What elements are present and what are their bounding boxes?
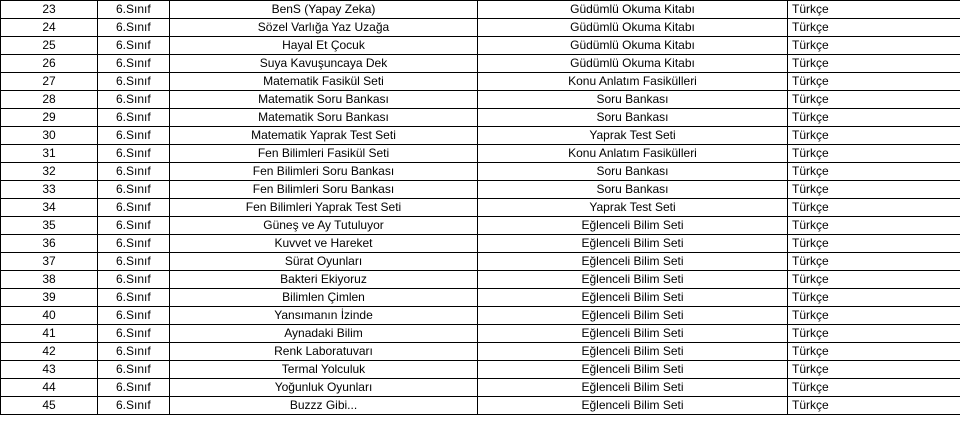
grade-cell[interactable]: 6.Sınıf [98, 217, 170, 235]
book-type-cell[interactable]: Eğlenceli Bilim Seti [478, 271, 788, 289]
row-number-cell[interactable]: 40 [1, 307, 98, 325]
table-row [1, 361, 960, 379]
row-number-cell[interactable]: 39 [1, 289, 98, 307]
row-number-cell[interactable]: 43 [1, 361, 98, 379]
language-cell[interactable]: Türkçe [788, 1, 960, 19]
book-type-cell[interactable]: Eğlenceli Bilim Seti [478, 235, 788, 253]
book-type-cell[interactable]: Yaprak Test Seti [478, 199, 788, 217]
language-cell[interactable]: Türkçe [788, 163, 960, 181]
table-row [1, 307, 960, 325]
language-cell[interactable]: Türkçe [788, 361, 960, 379]
book-title-cell[interactable]: Suya Kavuşuncaya Dek [170, 55, 478, 73]
table-row [1, 235, 960, 253]
book-title-cell[interactable]: Hayal Et Çocuk [170, 37, 478, 55]
row-number-cell[interactable]: 38 [1, 271, 98, 289]
grade-cell[interactable]: 6.Sınıf [98, 163, 170, 181]
grade-cell[interactable]: 6.Sınıf [98, 1, 170, 19]
grade-cell[interactable]: 6.Sınıf [98, 235, 170, 253]
book-title-cell[interactable]: Bakteri Ekiyoruz [170, 271, 478, 289]
row-number-cell[interactable]: 24 [1, 19, 98, 37]
language-cell[interactable]: Türkçe [788, 181, 960, 199]
row-number-cell[interactable]: 32 [1, 163, 98, 181]
book-type-cell[interactable]: Güdümlü Okuma Kitabı [478, 1, 788, 19]
book-title-cell[interactable]: Yoğunluk Oyunları [170, 379, 478, 397]
language-cell[interactable]: Türkçe [788, 37, 960, 55]
book-title-cell[interactable]: Sözel Varlığa Yaz Uzağa [170, 19, 478, 37]
language-cell[interactable]: Türkçe [788, 397, 960, 415]
row-number-cell[interactable]: 23 [1, 1, 98, 19]
grade-cell[interactable]: 6.Sınıf [98, 361, 170, 379]
language-cell[interactable]: Türkçe [788, 271, 960, 289]
book-type-cell[interactable]: Güdümlü Okuma Kitabı [478, 55, 788, 73]
grade-cell[interactable]: 6.Sınıf [98, 199, 170, 217]
language-cell[interactable]: Türkçe [788, 307, 960, 325]
grade-cell[interactable]: 6.Sınıf [98, 19, 170, 37]
grade-cell[interactable]: 6.Sınıf [98, 127, 170, 145]
grade-cell[interactable]: 6.Sınıf [98, 379, 170, 397]
table-body [1, 1, 960, 415]
book-type-cell[interactable]: Eğlenceli Bilim Seti [478, 343, 788, 361]
book-type-cell[interactable]: Eğlenceli Bilim Seti [478, 379, 788, 397]
book-type-cell[interactable]: Eğlenceli Bilim Seti [478, 307, 788, 325]
grade-cell[interactable]: 6.Sınıf [98, 181, 170, 199]
book-title-cell[interactable]: Aynadaki Bilim [170, 325, 478, 343]
grade-cell[interactable]: 6.Sınıf [98, 307, 170, 325]
language-cell[interactable]: Türkçe [788, 91, 960, 109]
table-row [1, 127, 960, 145]
row-number-cell[interactable]: 25 [1, 37, 98, 55]
book-title-cell[interactable]: Güneş ve Ay Tutuluyor [170, 217, 478, 235]
table-row [1, 37, 960, 55]
book-title-cell[interactable]: Matematik Fasikül Seti [170, 73, 478, 91]
book-title-cell[interactable]: Bilimlen Çimlen [170, 289, 478, 307]
book-title-cell[interactable]: Fen Bilimleri Soru Bankası [170, 163, 478, 181]
language-cell[interactable]: Türkçe [788, 19, 960, 37]
book-title-cell[interactable]: Matematik Soru Bankası [170, 109, 478, 127]
language-cell[interactable]: Türkçe [788, 73, 960, 91]
book-type-cell[interactable]: Soru Bankası [478, 91, 788, 109]
book-title-cell[interactable]: Buzzz Gibi... [170, 397, 478, 415]
book-type-cell[interactable]: Konu Anlatım Fasikülleri [478, 73, 788, 91]
row-number-cell[interactable]: 28 [1, 91, 98, 109]
table-row [1, 253, 960, 271]
book-title-cell[interactable]: Matematik Soru Bankası [170, 91, 478, 109]
table-row [1, 199, 960, 217]
book-title-cell[interactable]: Fen Bilimleri Yaprak Test Seti [170, 199, 478, 217]
book-title-cell[interactable]: Fen Bilimleri Soru Bankası [170, 181, 478, 199]
row-number-cell[interactable]: 41 [1, 325, 98, 343]
row-number-cell[interactable]: 35 [1, 217, 98, 235]
book-type-cell[interactable]: Konu Anlatım Fasikülleri [478, 145, 788, 163]
row-number-cell[interactable]: 34 [1, 199, 98, 217]
grade-cell[interactable]: 6.Sınıf [98, 73, 170, 91]
language-cell[interactable]: Türkçe [788, 379, 960, 397]
book-type-cell[interactable]: Eğlenceli Bilim Seti [478, 217, 788, 235]
table-row [1, 145, 960, 163]
table-row [1, 379, 960, 397]
row-number-cell[interactable]: 29 [1, 109, 98, 127]
language-cell[interactable]: Türkçe [788, 235, 960, 253]
book-type-cell[interactable]: Yaprak Test Seti [478, 127, 788, 145]
row-number-cell[interactable]: 45 [1, 397, 98, 415]
book-title-cell[interactable]: Renk Laboratuvarı [170, 343, 478, 361]
language-cell[interactable]: Türkçe [788, 253, 960, 271]
table-row [1, 343, 960, 361]
book-type-cell[interactable]: Soru Bankası [478, 163, 788, 181]
table-row [1, 181, 960, 199]
row-number-cell[interactable]: 42 [1, 343, 98, 361]
table-row [1, 163, 960, 181]
table-row [1, 19, 960, 37]
book-title-cell[interactable]: BenS (Yapay Zeka) [170, 1, 478, 19]
book-type-cell[interactable]: Eğlenceli Bilim Seti [478, 397, 788, 415]
row-number-cell[interactable]: 37 [1, 253, 98, 271]
table-row [1, 55, 960, 73]
row-number-cell[interactable]: 27 [1, 73, 98, 91]
language-cell[interactable]: Türkçe [788, 199, 960, 217]
book-type-cell[interactable]: Eğlenceli Bilim Seti [478, 253, 788, 271]
language-cell[interactable]: Türkçe [788, 55, 960, 73]
grade-cell[interactable]: 6.Sınıf [98, 55, 170, 73]
book-type-cell[interactable]: Eğlenceli Bilim Seti [478, 289, 788, 307]
table-row [1, 1, 960, 19]
book-title-cell[interactable]: Yansımanın İzinde [170, 307, 478, 325]
language-cell[interactable]: Türkçe [788, 289, 960, 307]
book-title-cell[interactable]: Fen Bilimleri Fasikül Seti [170, 145, 478, 163]
row-number-cell[interactable]: 26 [1, 55, 98, 73]
book-title-cell[interactable]: Kuvvet ve Hareket [170, 235, 478, 253]
grade-cell[interactable]: 6.Sınıf [98, 271, 170, 289]
grade-cell[interactable]: 6.Sınıf [98, 109, 170, 127]
book-title-cell[interactable]: Sürat Oyunları [170, 253, 478, 271]
table-row [1, 109, 960, 127]
row-number-cell[interactable]: 44 [1, 379, 98, 397]
table-row [1, 91, 960, 109]
row-number-cell[interactable]: 36 [1, 235, 98, 253]
table-row [1, 397, 960, 415]
row-number-cell[interactable]: 31 [1, 145, 98, 163]
book-type-cell[interactable]: Soru Bankası [478, 109, 788, 127]
book-type-cell[interactable]: Güdümlü Okuma Kitabı [478, 37, 788, 55]
book-type-cell[interactable]: Eğlenceli Bilim Seti [478, 361, 788, 379]
grade-cell[interactable]: 6.Sınıf [98, 253, 170, 271]
language-cell[interactable]: Türkçe [788, 343, 960, 361]
grade-cell[interactable]: 6.Sınıf [98, 91, 170, 109]
table-row [1, 325, 960, 343]
book-title-cell[interactable]: Matematik Yaprak Test Seti [170, 127, 478, 145]
language-cell[interactable]: Türkçe [788, 217, 960, 235]
grade-cell[interactable]: 6.Sınıf [98, 37, 170, 55]
row-number-cell[interactable]: 33 [1, 181, 98, 199]
table-row [1, 217, 960, 235]
table-row [1, 73, 960, 91]
book-title-cell[interactable]: Termal Yolculuk [170, 361, 478, 379]
row-number-cell[interactable]: 30 [1, 127, 98, 145]
table-row [1, 271, 960, 289]
language-cell[interactable]: Türkçe [788, 325, 960, 343]
language-cell[interactable]: Türkçe [788, 145, 960, 163]
book-type-cell[interactable]: Soru Bankası [478, 181, 788, 199]
grade-cell[interactable]: 6.Sınıf [98, 145, 170, 163]
grade-cell[interactable]: 6.Sınıf [98, 289, 170, 307]
book-type-cell[interactable]: Güdümlü Okuma Kitabı [478, 19, 788, 37]
book-type-cell[interactable]: Eğlenceli Bilim Seti [478, 325, 788, 343]
grade-cell[interactable]: 6.Sınıf [98, 343, 170, 361]
language-cell[interactable]: Türkçe [788, 109, 960, 127]
grade-cell[interactable]: 6.Sınıf [98, 325, 170, 343]
grade-cell[interactable]: 6.Sınıf [98, 397, 170, 415]
language-cell[interactable]: Türkçe [788, 127, 960, 145]
table-row [1, 289, 960, 307]
